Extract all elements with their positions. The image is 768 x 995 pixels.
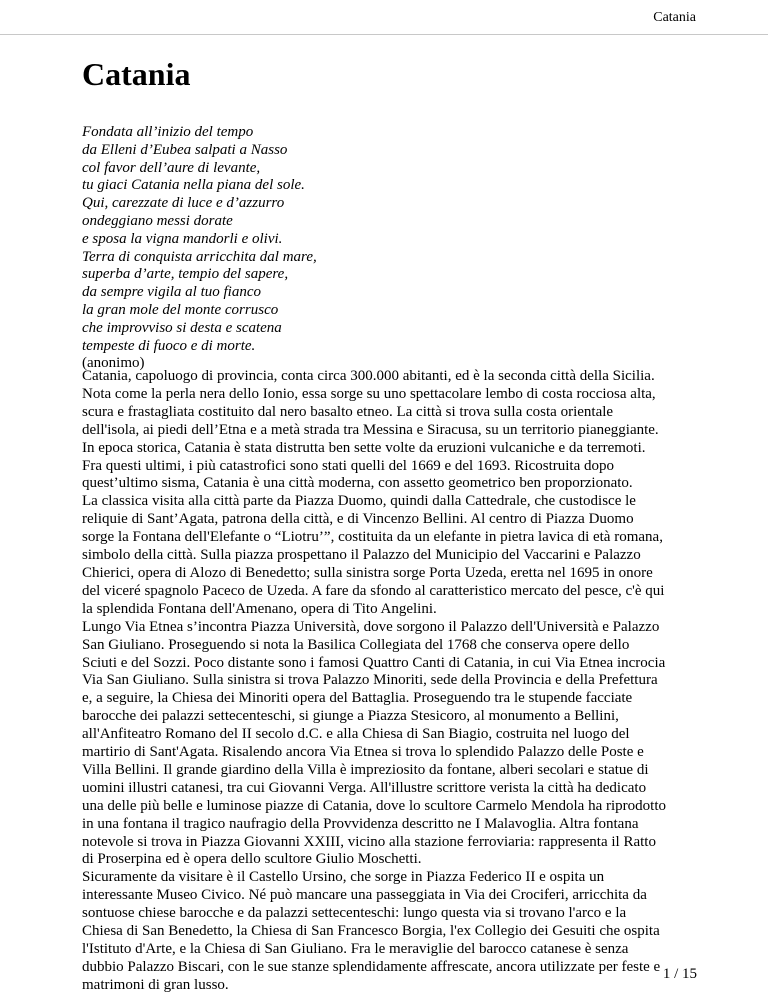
page-title: Catania [82,56,191,92]
body-line: e, a seguire, la Chiesa dei Minoriti opera del Battaglia. Proseguendo tra le stupende facciate [82,690,633,707]
body-line: interessante Museo Civico. Né può mancare una passeggiata in Via dei Crociferi, arricchita da [82,887,647,904]
body-line: sontuose chiese barocche e da palazzi settecenteschi: lungo questa via si trovano l'arco e la [82,905,627,922]
poem-line: e sposa la vigna mandorli e olivi. [82,230,283,247]
body-line: Via San Giuliano. Sulla sinistra si trova Palazzo Minoriti, sede della Provincia e della Prefettura [82,672,658,689]
poem-line: da Elleni d’Eubea salpati a Nasso [82,141,288,158]
body-line: quest’ultimo sisma, Catania è una città moderna, con assetto geometrico ben proporzionato. [82,475,633,492]
poem [82,124,682,373]
page-number: 1 / 15 [662,966,697,982]
article-body [82,368,702,995]
poem-line: Fondata all’inizio del tempo [82,124,254,140]
body-line: barocche dei palazzi settecenteschi, si giunge a Piazza Stesicoro, al monumento a Bellini, [82,708,619,725]
body-line: Lungo Via Etnea s’incontra Piazza Università, dove sorgono il Palazzo dell'Università e Palazzo [82,618,660,635]
poem-line: superba d’arte, tempio del sapere, [82,266,289,283]
poem-line: da sempre vigila al tuo fianco [82,284,262,301]
body-line: reliquie di Sant’Agata, patrona della città, e di Vincenzo Bellini. Al centro di Piazza Duomo [82,511,634,528]
body-line: di Proserpina ed è opera dello scultore Giulio Moschetti. [82,851,422,868]
body-line: all'Anfiteatro Romano del II secolo d.C. e alla Chiesa di San Biagio, costruita nel luogo del [82,726,630,743]
body-line: l'Istituto d'Arte, e la Chiesa di San Giuliano. Fra le meraviglie del barocco catanese è senza [82,941,629,957]
body-line: dubbio Palazzo Biscari, con le sue stanze splendidamente affrescate, ancora utilizzate per feste e [82,958,661,975]
body-line: notevole si trova in Piazza Giovanni XXIII, vicino alla stazione ferroviaria: rappresenta il Ratto [82,833,656,850]
body-line: scura e frastagliata costituito dal nero basalto etneo. La città si trova sulla costa orientale [82,403,614,420]
body-line: in una fontana il tragico naufragio della Provvidenza descritto ne I Malavoglia. Altra fontana [82,815,639,832]
body-line: Chiesa di San Benedetto, la Chiesa di San Francesco Borgia, l'ex Collegio dei Gesuiti che ospita [82,923,660,940]
body-line: La classica visita alla città parte da Piazza Duomo, quindi dalla Cattedrale, che custodisce le [82,493,636,510]
body-line: matrimoni di gran lusso. [82,976,229,993]
poem-line: che improvviso si desta e scatena [82,319,282,336]
poem-line: la gran mole del monte corrusco [82,301,279,318]
body-line: San Giuliano. Proseguendo si nota la Basilica Collegiata del 1768 che conserva opere dello [82,636,630,653]
body-line: Catania, capoluogo di provincia, conta circa 300.000 abitanti, ed è la seconda città della Sicilia. [82,368,655,384]
poem-author: (anonimo) [82,355,145,372]
body-line: Villa Bellini. Il grande giardino della Villa è impreziosito da fontane, alberi secolari e statue di [82,761,649,778]
body-line: Chierici, opera di Alozo di Benedetto; sulla sinistra sorge Porta Uzeda, eretta nel 1695 in onore [82,564,653,581]
running-header-title: Catania [653,10,696,25]
body-line: del viceré spagnolo Paceco de Uzeda. A fare da sfondo al caratteristico mercato del pesce, c'è qui [82,582,665,599]
body-line: la splendida Fontana dell'Amenano, opera di Tito Angelini. [82,600,437,617]
body-line: dell'isola, ai piedi dell’Etna e a metà strada tra Messina e Siracusa, su un territorio pianeggiante. [82,421,659,438]
body-line: una delle più belle e luminose piazze di Catania, dove lo scultore Carmelo Mendola ha riprodotto [82,797,666,814]
poem-line: Qui, carezzate di luce e d’azzurro [82,195,285,212]
body-line: Nota come la perla nera dello Ionio, essa sorge su uno spettacolare lembo di costa rocciosa alta, [82,385,656,402]
body-line: Fra questi ultimi, i più catastrofici sono stati quelli del 1669 e del 1693. Ricostruita dopo [82,457,615,474]
body-line: Sciuti e del Sozzi. Poco distante sono i famosi Quattro Canti di Catania, in cui Via Etnea incrocia [82,654,666,671]
body-line: In epoca storica, Catania è stata distrutta ben sette volte da eruzioni vulcaniche e da terremoti. [82,439,646,456]
body-line: uomini illustri catanesi, tra cui Giovanni Verga. All'illustre scrittore verista la città ha dedicato [82,779,647,796]
poem-line: col favor dell’aure di levante, [82,159,261,176]
poem-line: ondeggiano messi dorate [82,212,233,229]
body-line: simbolo della città. Sulla piazza prospettano il Palazzo del Municipio del Vaccarini e Palazzo [82,547,641,564]
poem-line: tu giaci Catania nella piana del sole. [82,177,305,194]
poem-line: Terra di conquista arricchita dal mare, [82,248,317,265]
header-divider [0,34,768,35]
poem-line: tempeste di fuoco e di morte. [82,337,256,354]
body-line: martirio di Sant'Agata. Risalendo ancora Via Etnea si trova lo splendido Palazzo delle Poste e [82,744,644,761]
body-line: Sicuramente da visitare è il Castello Ursino, che sorge in Piazza Federico II e ospita un [82,869,605,886]
body-line: sorge la Fontana dell'Elefante o “Liotru’”, costituita da un elefante in pietra lavica di età romana, [82,529,663,546]
